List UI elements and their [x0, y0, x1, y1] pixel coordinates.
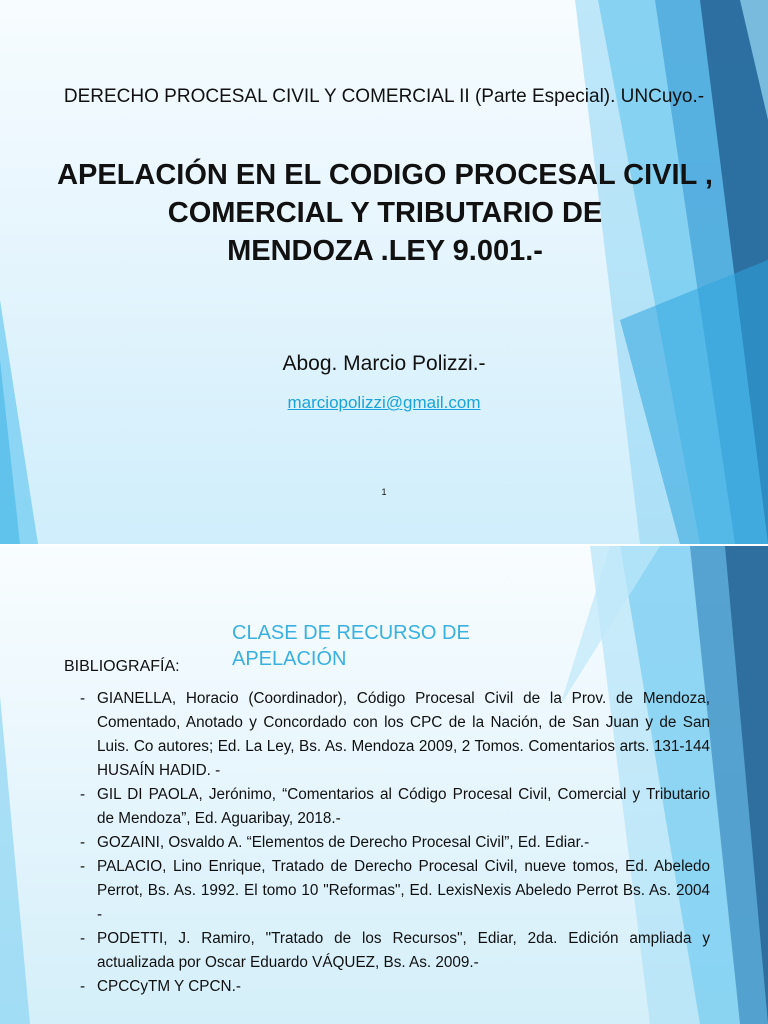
heading-line: CLASE DE RECURSO DE	[232, 622, 470, 644]
course-title: DERECHO PROCESAL CIVIL Y COMERCIAL II (Parte Especial). UNCuyo.-	[63, 86, 705, 107]
bullet-dash: -	[80, 834, 86, 851]
bullet-dash: -	[80, 786, 86, 803]
bullet-dash: -	[80, 978, 86, 995]
heading-line: APELACIÓN	[232, 648, 347, 670]
title-line: APELACIÓN EN EL CODIGO PROCESAL CIVIL ,	[57, 159, 713, 191]
bibliography-item	[70, 783, 710, 831]
bibliography-item	[70, 687, 710, 783]
title-line: COMERCIAL Y TRIBUTARIO DE	[167, 197, 603, 229]
title-line: MENDOZA .LEY 9.001.-	[227, 235, 543, 267]
section-heading	[232, 620, 532, 672]
bibliography-label: BIBLIOGRAFÍA:	[64, 658, 180, 675]
bullet-dash: -	[80, 690, 86, 707]
author-name: Abog. Marcio Polizzi.-	[282, 352, 486, 375]
bibliography-item	[70, 927, 710, 975]
reference-text: PALACIO, Lino Enrique, Tratado de Derecho Procesal Civil, nueve tomos, Ed. Abeledo Perrot, Bs. As. 1992. El tomo 10 "Reformas", Ed. LexisNexis Abeledo Perrot Bs. As. 2004 -	[97, 858, 710, 923]
reference-text: PODETTI, J. Ramiro, "Tratado de los Recursos", Ediar, 2da. Edición ampliada y actualizada por Oscar Eduardo VÁQUEZ, Bs. As. 2009.-	[97, 930, 710, 971]
reference-text: GIANELLA, Horacio (Coordinador), Código Procesal Civil de la Prov. de Mendoza, Comentado, Anotado y Concordado con los CPC de la Nación, de San Juan y de San Luis. Co autores; Ed. La Ley, Bs. As. Mendoza 2009, 2 Tomos. Comentarios arts. 131-144 HUSAÍN HADID. -	[97, 690, 710, 779]
bibliography-list	[70, 687, 710, 999]
reference-text: GIL DI PAOLA, Jerónimo, “Comentarios al Código Procesal Civil, Comercial y Tributario de Mendoza”, Ed. Aguaribay, 2018.-	[97, 786, 710, 827]
author-email-link[interactable]: marciopolizzi@gmail.com	[287, 393, 481, 412]
presentation-title	[40, 156, 730, 270]
bibliography-item	[70, 975, 710, 999]
bibliography-item	[70, 855, 710, 927]
slide-number: 1	[381, 487, 387, 497]
reference-text: GOZAINI, Osvaldo A. “Elementos de Derecho Procesal Civil”, Ed. Ediar.-	[97, 834, 590, 851]
reference-text: CPCCyTM Y CPCN.-	[97, 978, 241, 995]
bullet-dash: -	[80, 930, 86, 947]
bullet-dash: -	[80, 858, 86, 875]
bibliography-item	[70, 831, 710, 855]
